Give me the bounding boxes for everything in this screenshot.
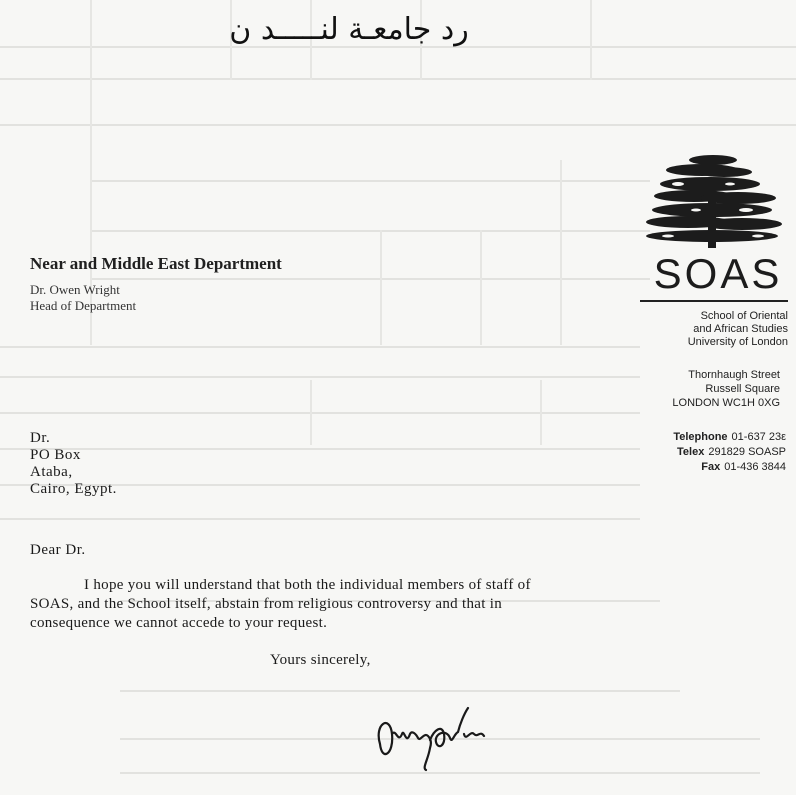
contact-value: 291829 SOASP <box>708 446 786 458</box>
bleed-line <box>120 690 680 692</box>
bleed-line <box>0 124 796 126</box>
arabic-title: رد جامعـة لنـــــد ن <box>229 12 469 47</box>
institution-name <box>640 310 788 349</box>
bleed-line <box>310 380 312 445</box>
letter-body <box>30 576 630 633</box>
soas-logo-text: SOAS <box>653 250 783 297</box>
bleed-line <box>480 230 482 345</box>
recipient-line: Ataba, <box>30 464 73 480</box>
department-name: Near and Middle East Department <box>30 254 282 273</box>
contact-telex <box>640 445 786 460</box>
recipient-line: Dr. <box>30 430 51 446</box>
contact-label: Telephone <box>673 431 728 443</box>
closing: Yours sincerely, <box>270 652 371 668</box>
contact-telephone <box>640 430 786 445</box>
contact-label: Telex <box>677 446 705 458</box>
bleed-line <box>90 278 650 280</box>
department-head-name: Dr. Owen Wright <box>30 282 120 297</box>
logo-divider <box>640 300 788 302</box>
institution-address <box>640 368 780 410</box>
department-head-role: Head of Department <box>30 298 137 313</box>
bleed-line <box>90 230 650 232</box>
address-line: Russell Square <box>705 383 780 395</box>
bleed-line <box>0 346 640 348</box>
recipient-line: PO Box <box>30 447 81 463</box>
contact-label: Fax <box>701 461 721 473</box>
bleed-line <box>0 412 640 414</box>
institution-line: University of London <box>687 336 788 348</box>
body-line: SOAS, and the School itself, abstain from religious controversy and that in <box>30 596 503 612</box>
bleed-line <box>560 160 562 345</box>
bleed-line <box>540 380 542 445</box>
bleed-line <box>90 180 650 182</box>
bleed-line <box>0 78 796 80</box>
institution-line: School of Oriental <box>700 310 788 322</box>
address-line: Thornhaugh Street <box>688 369 780 381</box>
bleed-line <box>0 376 640 378</box>
bleed-line <box>380 230 382 345</box>
body-line: I hope you will understand that both the individual members of staff of <box>84 577 531 593</box>
institution-line: and African Studies <box>693 323 788 335</box>
salutation: Dear Dr. <box>30 542 86 558</box>
bleed-line <box>0 518 640 520</box>
contact-value: 01-436 3844 <box>724 461 786 473</box>
institution-contacts <box>640 430 786 475</box>
address-line: LONDON WC1H 0XG <box>672 397 780 409</box>
bleed-line <box>590 0 592 80</box>
recipient-address <box>30 430 117 498</box>
handwritten-signature <box>372 704 492 774</box>
recipient-line: Cairo, Egypt. <box>30 481 117 497</box>
contact-fax <box>640 460 786 475</box>
contact-value: 01-637 23ε <box>731 431 786 443</box>
body-line: consequence we cannot accede to your request. <box>30 615 328 631</box>
department-contact <box>30 282 136 314</box>
